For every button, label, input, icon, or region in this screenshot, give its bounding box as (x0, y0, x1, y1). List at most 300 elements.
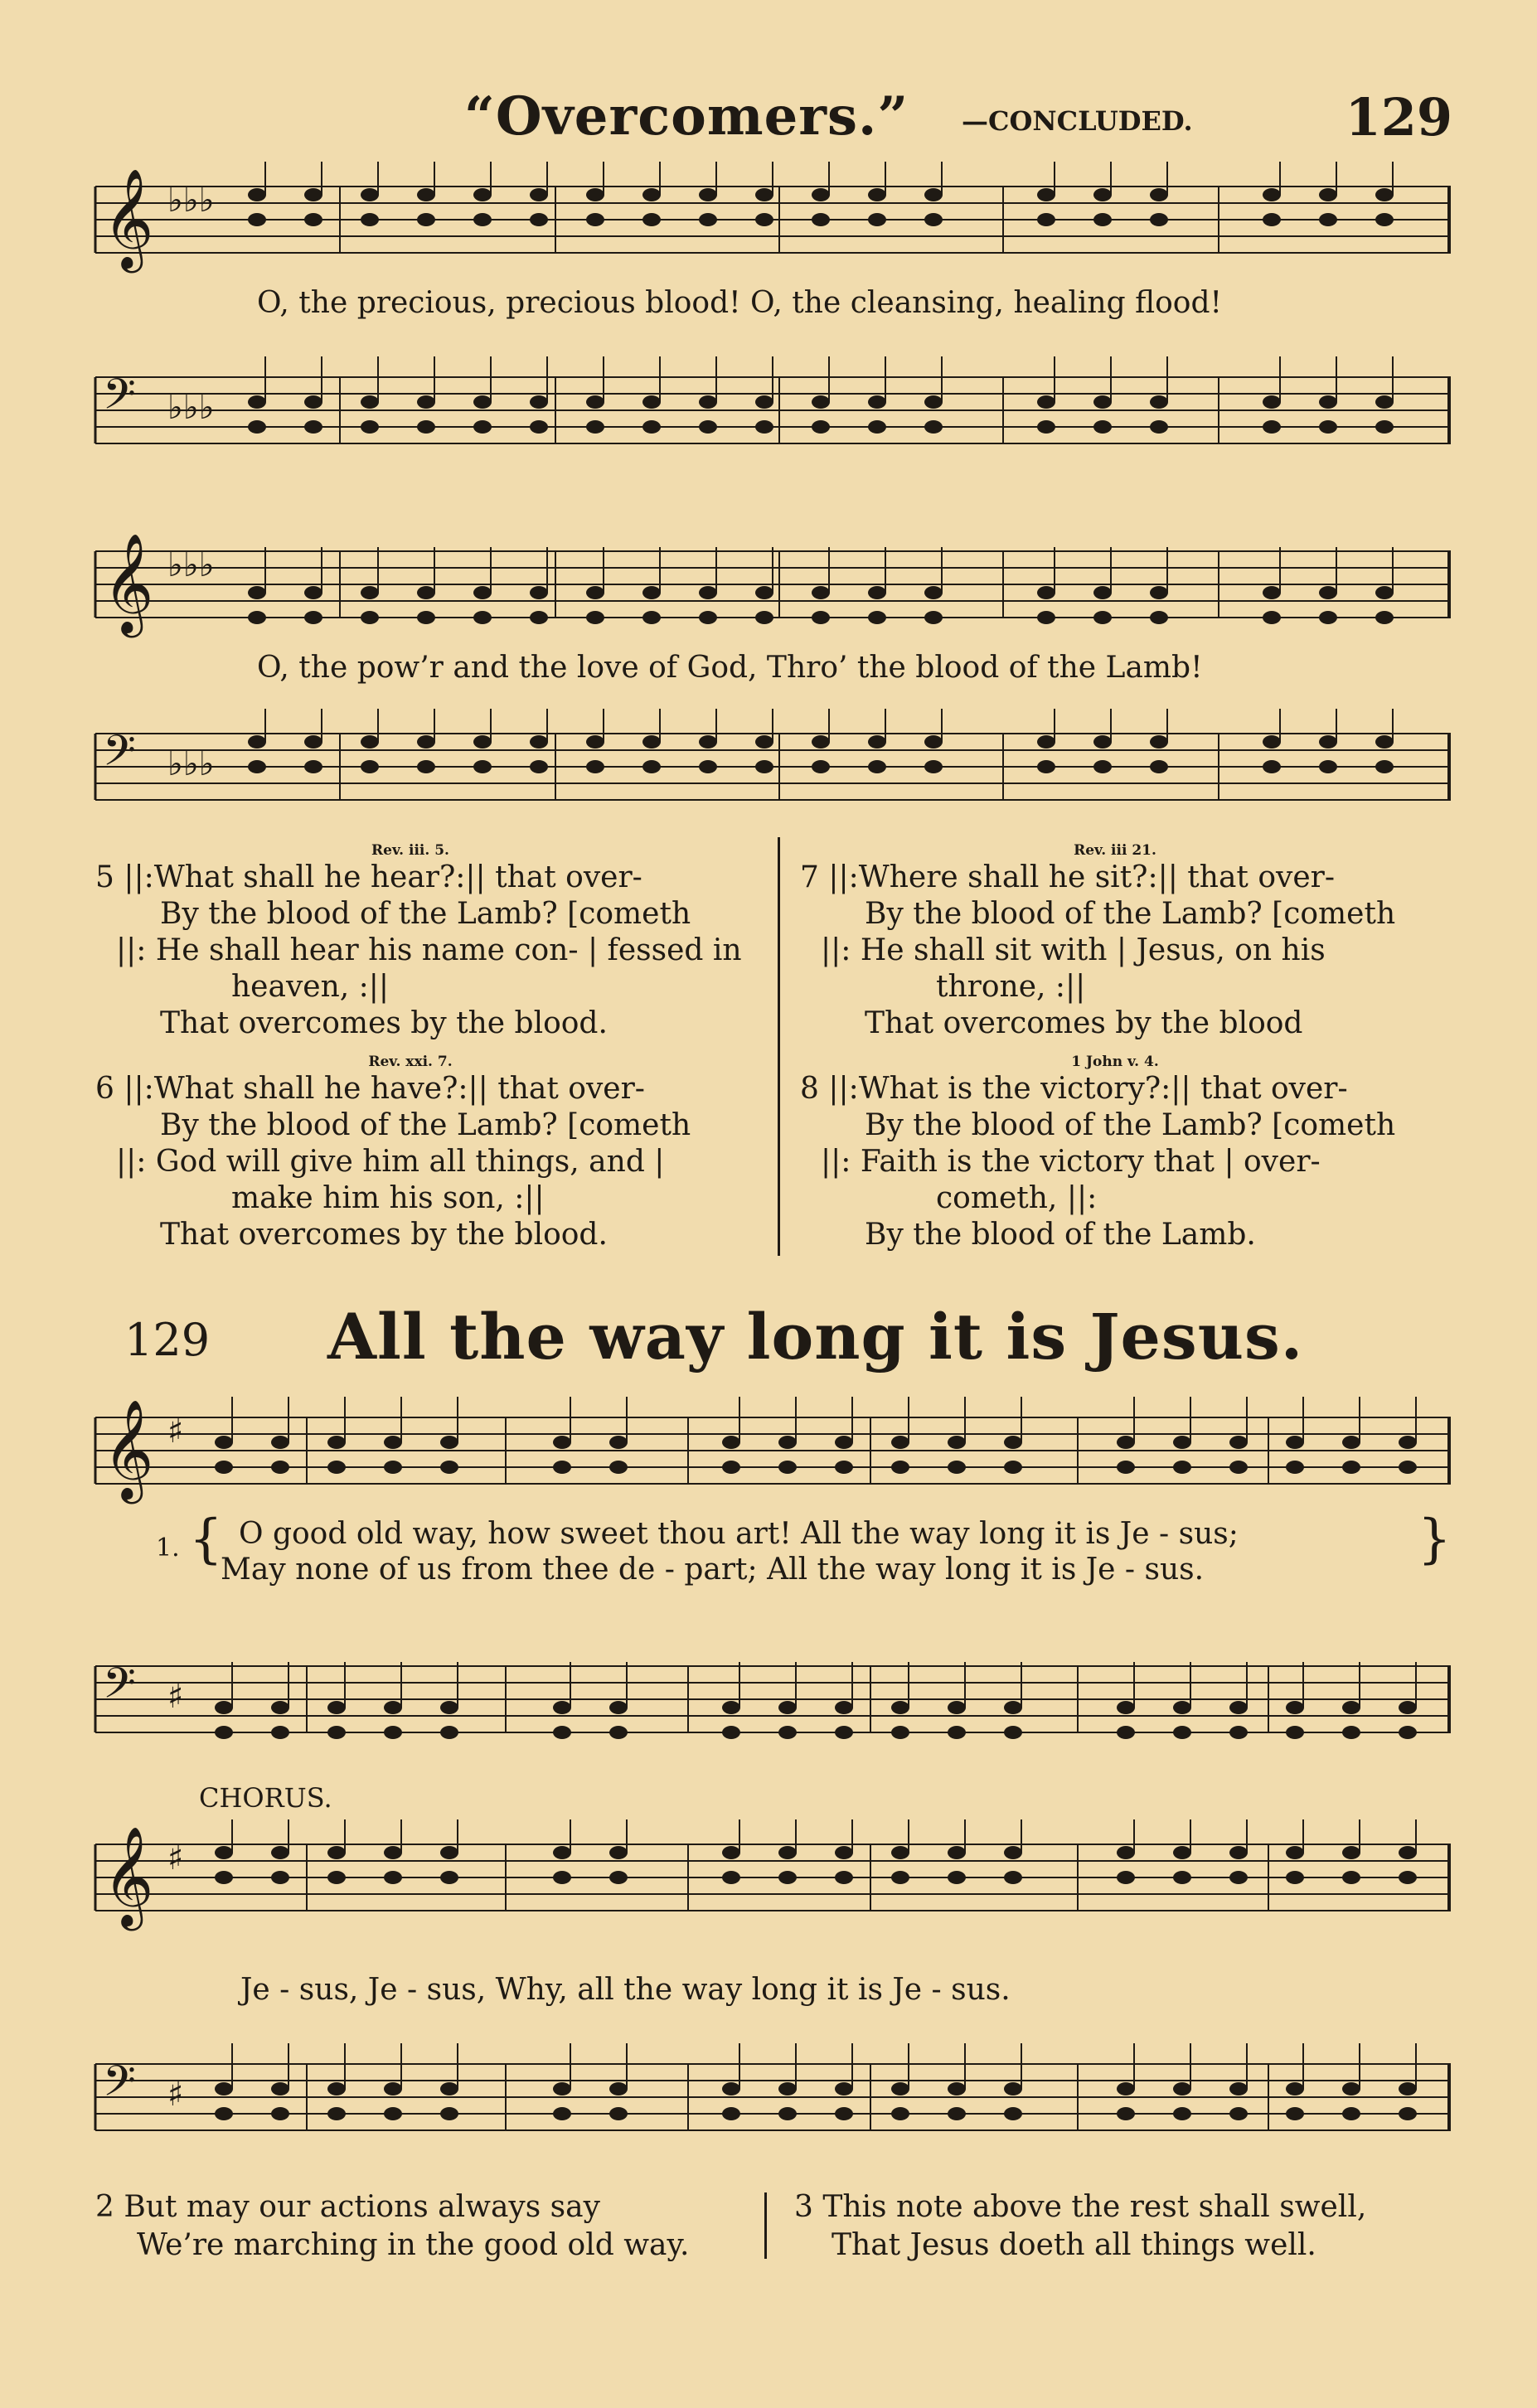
flat-icon: ♭♭♭ (167, 546, 215, 584)
note-head (361, 188, 379, 201)
note-head (609, 1436, 628, 1449)
note-head (699, 188, 717, 201)
note-head (642, 735, 661, 749)
note-head (1037, 213, 1055, 226)
verse-ref: Rev. iii 21. (1074, 842, 1156, 859)
note-head (1004, 1461, 1022, 1474)
note-head (384, 1871, 402, 1884)
note-head (1286, 1436, 1304, 1449)
flat-icon: ♭♭♭ (167, 745, 215, 783)
note-head (417, 760, 435, 773)
note-head (642, 420, 661, 434)
note-head (1004, 1846, 1022, 1859)
note-head (1229, 2107, 1248, 2120)
note-head (440, 2082, 458, 2095)
note-head (868, 213, 886, 226)
song-title-overcomers: “Overcomers.” (464, 85, 909, 148)
brace-left: { (189, 1509, 223, 1570)
verse-line: That overcomes by the blood (865, 1006, 1303, 1040)
note-head (948, 1436, 966, 1449)
note-head (699, 213, 717, 226)
note-head (417, 735, 435, 749)
note-head (417, 586, 435, 599)
note-head (530, 395, 548, 409)
note-head (215, 1701, 233, 1714)
note-head (1173, 1871, 1191, 1884)
note-head (1263, 611, 1281, 624)
note-head (642, 188, 661, 201)
bass-staff-4 (91, 2039, 1459, 2151)
note-head (891, 2082, 909, 2095)
note-head (1093, 760, 1112, 773)
note-head (835, 2082, 853, 2095)
verse-7 (800, 841, 1430, 1042)
note-head (812, 760, 830, 773)
verse-line: By the blood of the Lamb. (865, 1218, 1256, 1252)
note-head (778, 1701, 797, 1714)
verse-line: 2 But may our actions always say (95, 2190, 600, 2224)
note-head (812, 213, 830, 226)
note-head (248, 395, 266, 409)
note-head (868, 188, 886, 201)
note-head (755, 586, 773, 599)
note-head (304, 188, 322, 201)
treble-staff-2 (91, 526, 1459, 638)
treble-clef-icon: 𝄞 (103, 1398, 154, 1500)
chorus-lyric: Je - sus, Je - sus, Why, all the way long it is Je - sus. (240, 1973, 1011, 2007)
note-head (1375, 395, 1394, 409)
note-head (1399, 1701, 1417, 1714)
verse-ref: Rev. xxi. 7. (368, 1054, 453, 1070)
note-head (1004, 2107, 1022, 2120)
verse-line: We’re marching in the good old way. (137, 2228, 690, 2262)
note-head (304, 611, 322, 624)
note-head (891, 1871, 909, 1884)
note-head (384, 2107, 402, 2120)
note-head (304, 735, 322, 749)
note-head (1004, 1726, 1022, 1739)
note-head (586, 586, 604, 599)
note-head (1229, 1461, 1248, 1474)
treble-staff-1 (91, 162, 1459, 274)
note-head (440, 1846, 458, 1859)
note-head (609, 1726, 628, 1739)
note-head (1037, 420, 1055, 434)
note-head (1229, 1871, 1248, 1884)
note-head (361, 213, 379, 226)
note-head (642, 611, 661, 624)
note-head (215, 2107, 233, 2120)
verse-ref: 1 John v. 4. (1071, 1054, 1159, 1070)
note-head (586, 395, 604, 409)
note-head (440, 1436, 458, 1449)
note-head (1037, 188, 1055, 201)
note-head (1342, 1436, 1360, 1449)
note-head (1004, 2082, 1022, 2095)
note-head (215, 1846, 233, 1859)
note-head (1093, 213, 1112, 226)
note-head (868, 735, 886, 749)
verse-line: cometh, ||: (936, 1181, 1098, 1215)
note-head (1319, 735, 1337, 749)
note-head (473, 735, 492, 749)
lyric-line-1: O, the precious, precious blood! O, the cleansing, healing flood! (257, 286, 1222, 320)
note-head (948, 2107, 966, 2120)
note-head (1117, 1871, 1135, 1884)
note-head (891, 2107, 909, 2120)
note-head (1375, 420, 1394, 434)
note-head (1093, 586, 1112, 599)
lyric-line-2: O, the pow’r and the love of God, Thro’ the blood of the Lamb! (257, 651, 1203, 685)
verse-line: 5 ||:What shall he hear?:|| that over- (95, 860, 642, 894)
verse-line: ||: He shall sit with | Jesus, on his (821, 933, 1326, 967)
note-head (1375, 735, 1394, 749)
note-head (304, 213, 322, 226)
note-head (1117, 1726, 1135, 1739)
note-head (755, 735, 773, 749)
treble-clef-icon: 𝄞 (103, 1825, 154, 1926)
note-head (699, 735, 717, 749)
note-head (835, 1461, 853, 1474)
note-head (891, 1701, 909, 1714)
note-head (642, 586, 661, 599)
note-head (586, 611, 604, 624)
page-header (464, 79, 1459, 153)
note-head (1037, 586, 1055, 599)
note-head (1150, 760, 1168, 773)
note-head (868, 586, 886, 599)
note-head (271, 1461, 289, 1474)
note-head (722, 1846, 740, 1859)
bass-clef-icon: 𝄢 (103, 369, 136, 429)
note-head (1004, 1871, 1022, 1884)
note-head (1117, 2082, 1135, 2095)
note-head (1286, 1461, 1304, 1474)
note-head (891, 1726, 909, 1739)
flat-icon: ♭♭♭ (167, 182, 215, 220)
note-head (1399, 2107, 1417, 2120)
note-head (473, 420, 492, 434)
note-head (1286, 1726, 1304, 1739)
note-head (609, 1846, 628, 1859)
verse-line: That overcomes by the blood. (160, 1218, 608, 1252)
sharp-icon: ♯ (167, 1839, 184, 1877)
note-head (1150, 586, 1168, 599)
verse-divider (764, 2192, 767, 2259)
verse-line: That overcomes by the blood. (160, 1006, 608, 1040)
note-head (384, 1436, 402, 1449)
lyric-verse-1a: O good old way, how sweet thou art! All the way long it is Je - sus; (239, 1517, 1239, 1551)
note-head (1037, 760, 1055, 773)
note-head (948, 1726, 966, 1739)
note-head (384, 1726, 402, 1739)
flat-icon: ♭♭♭ (167, 389, 215, 427)
note-head (1229, 2082, 1248, 2095)
verse-line: By the blood of the Lamb? [cometh (160, 897, 691, 931)
note-head (1263, 188, 1281, 201)
note-head (473, 188, 492, 201)
note-head (1263, 213, 1281, 226)
note-head (924, 735, 943, 749)
note-head (722, 1871, 740, 1884)
note-head (586, 188, 604, 201)
note-head (1150, 611, 1168, 624)
note-head (586, 735, 604, 749)
note-head (417, 611, 435, 624)
note-head (361, 760, 379, 773)
note-head (924, 395, 943, 409)
note-head (327, 1461, 346, 1474)
note-head (1399, 1846, 1417, 1859)
verse-line: make him his son, :|| (231, 1181, 545, 1215)
note-head (948, 1871, 966, 1884)
note-head (755, 611, 773, 624)
note-head (1150, 395, 1168, 409)
note-head (642, 760, 661, 773)
note-head (722, 2107, 740, 2120)
verse-line: By the blood of the Lamb? [cometh (160, 1108, 691, 1142)
bass-clef-icon: 𝄢 (103, 1658, 136, 1718)
bass-clef-icon: 𝄢 (103, 725, 136, 786)
note-head (417, 395, 435, 409)
note-head (361, 395, 379, 409)
note-head (327, 1436, 346, 1449)
note-head (304, 395, 322, 409)
note-head (248, 213, 266, 226)
note-head (440, 1701, 458, 1714)
note-head (361, 420, 379, 434)
note-head (248, 188, 266, 201)
note-head (327, 1701, 346, 1714)
verse-number: 1. (156, 1533, 180, 1563)
note-head (609, 2107, 628, 2120)
note-head (1342, 1846, 1360, 1859)
note-head (586, 213, 604, 226)
note-head (553, 2082, 571, 2095)
treble-clef-icon: 𝄞 (103, 167, 154, 269)
note-head (1173, 1436, 1191, 1449)
verse-2 (95, 2188, 690, 2265)
note-head (530, 213, 548, 226)
verse-line: By the blood of the Lamb? [cometh (865, 897, 1396, 931)
verse-line: throne, :|| (936, 970, 1086, 1004)
note-head (361, 735, 379, 749)
page-number: 129 (1345, 87, 1452, 148)
verse-line: 8 ||:What is the victory?:|| that over- (800, 1072, 1348, 1106)
note-head (868, 395, 886, 409)
note-head (1263, 420, 1281, 434)
note-head (553, 1436, 571, 1449)
note-head (1263, 586, 1281, 599)
note-head (1117, 1846, 1135, 1859)
note-head (440, 1871, 458, 1884)
note-head (304, 420, 322, 434)
note-head (473, 760, 492, 773)
note-head (1173, 2107, 1191, 2120)
note-head (1150, 420, 1168, 434)
note-head (1286, 1871, 1304, 1884)
column-divider (778, 837, 780, 1256)
note-head (304, 760, 322, 773)
note-head (1004, 1701, 1022, 1714)
note-head (553, 1726, 571, 1739)
note-head (1150, 188, 1168, 201)
note-head (1150, 213, 1168, 226)
verse-line: That Jesus doeth all things well. (832, 2228, 1316, 2262)
note-head (1342, 2082, 1360, 2095)
note-head (530, 420, 548, 434)
note-head (924, 188, 943, 201)
note-head (1004, 1436, 1022, 1449)
note-head (248, 611, 266, 624)
note-head (1399, 1726, 1417, 1739)
verse-line: ||: He shall hear his name con- | fessed in (116, 933, 742, 967)
note-head (924, 586, 943, 599)
bass-clef-icon: 𝄢 (103, 2056, 136, 2116)
treble-clef-icon: 𝄞 (103, 532, 154, 633)
note-head (327, 1726, 346, 1739)
note-head (1173, 2082, 1191, 2095)
note-head (553, 2107, 571, 2120)
note-head (553, 1701, 571, 1714)
verse-line: ||: God will give him all things, and | (116, 1145, 665, 1179)
note-head (948, 1701, 966, 1714)
note-head (473, 611, 492, 624)
note-head (1319, 586, 1337, 599)
note-head (271, 1846, 289, 1859)
note-head (1399, 1871, 1417, 1884)
note-head (417, 420, 435, 434)
verse-ref: Rev. iii. 5. (371, 842, 449, 859)
note-head (1399, 2082, 1417, 2095)
note-head (215, 1726, 233, 1739)
note-head (1093, 420, 1112, 434)
note-head (553, 1461, 571, 1474)
note-head (699, 420, 717, 434)
note-head (586, 760, 604, 773)
note-head (891, 1461, 909, 1474)
note-head (835, 1436, 853, 1449)
note-head (1037, 611, 1055, 624)
note-head (755, 395, 773, 409)
note-head (1093, 188, 1112, 201)
note-head (1375, 188, 1394, 201)
note-head (609, 2082, 628, 2095)
note-head (609, 1871, 628, 1884)
verse-6 (95, 1053, 725, 1253)
note-head (778, 1871, 797, 1884)
note-head (1286, 2107, 1304, 2120)
note-head (924, 213, 943, 226)
note-head (778, 1461, 797, 1474)
note-head (1117, 1701, 1135, 1714)
note-head (215, 1436, 233, 1449)
concluded-label: —CONCLUDED. (962, 105, 1193, 137)
sharp-icon: ♯ (167, 2076, 184, 2114)
note-head (1375, 760, 1394, 773)
note-head (215, 1461, 233, 1474)
note-head (778, 1726, 797, 1739)
note-head (812, 395, 830, 409)
note-head (530, 188, 548, 201)
note-head (1037, 735, 1055, 749)
verse-line: 3 This note above the rest shall swell, (794, 2190, 1367, 2224)
bass-staff-2 (91, 709, 1459, 821)
note-head (755, 188, 773, 201)
note-head (327, 2082, 346, 2095)
note-head (1117, 2107, 1135, 2120)
note-head (1399, 1436, 1417, 1449)
brace-right: } (1418, 1509, 1452, 1570)
note-head (473, 213, 492, 226)
note-head (1286, 2082, 1304, 2095)
note-head (1093, 735, 1112, 749)
note-head (948, 1461, 966, 1474)
note-head (835, 1726, 853, 1739)
note-head (1263, 735, 1281, 749)
note-head (1286, 1701, 1304, 1714)
note-head (924, 760, 943, 773)
note-head (1375, 213, 1394, 226)
note-head (835, 1701, 853, 1714)
note-head (1375, 586, 1394, 599)
note-head (553, 1871, 571, 1884)
note-head (1229, 1846, 1248, 1859)
note-head (1375, 611, 1394, 624)
note-head (271, 2107, 289, 2120)
note-head (722, 1436, 740, 1449)
note-head (1229, 1726, 1248, 1739)
note-head (1173, 1846, 1191, 1859)
treble-staff-3 (91, 1393, 1459, 1504)
note-head (1319, 420, 1337, 434)
note-head (642, 395, 661, 409)
note-head (778, 1846, 797, 1859)
note-head (440, 1461, 458, 1474)
note-head (812, 188, 830, 201)
note-head (384, 1461, 402, 1474)
note-head (271, 1436, 289, 1449)
note-head (722, 1461, 740, 1474)
note-head (868, 611, 886, 624)
note-head (440, 1726, 458, 1739)
note-head (271, 1726, 289, 1739)
note-head (248, 735, 266, 749)
note-head (642, 213, 661, 226)
note-head (1173, 1701, 1191, 1714)
bass-staff-1 (91, 352, 1459, 464)
note-head (530, 735, 548, 749)
note-head (722, 2082, 740, 2095)
note-head (1117, 1461, 1135, 1474)
note-head (553, 1846, 571, 1859)
note-head (722, 1726, 740, 1739)
note-head (835, 1846, 853, 1859)
note-head (1093, 395, 1112, 409)
note-head (1319, 213, 1337, 226)
note-head (530, 611, 548, 624)
verse-line: 7 ||:Where shall he sit?:|| that over- (800, 860, 1336, 894)
verse-5 (95, 841, 742, 1042)
note-head (248, 760, 266, 773)
note-head (948, 2082, 966, 2095)
note-head (699, 586, 717, 599)
note-head (473, 395, 492, 409)
note-head (755, 213, 773, 226)
note-head (722, 1701, 740, 1714)
note-head (1342, 2107, 1360, 2120)
note-head (361, 611, 379, 624)
